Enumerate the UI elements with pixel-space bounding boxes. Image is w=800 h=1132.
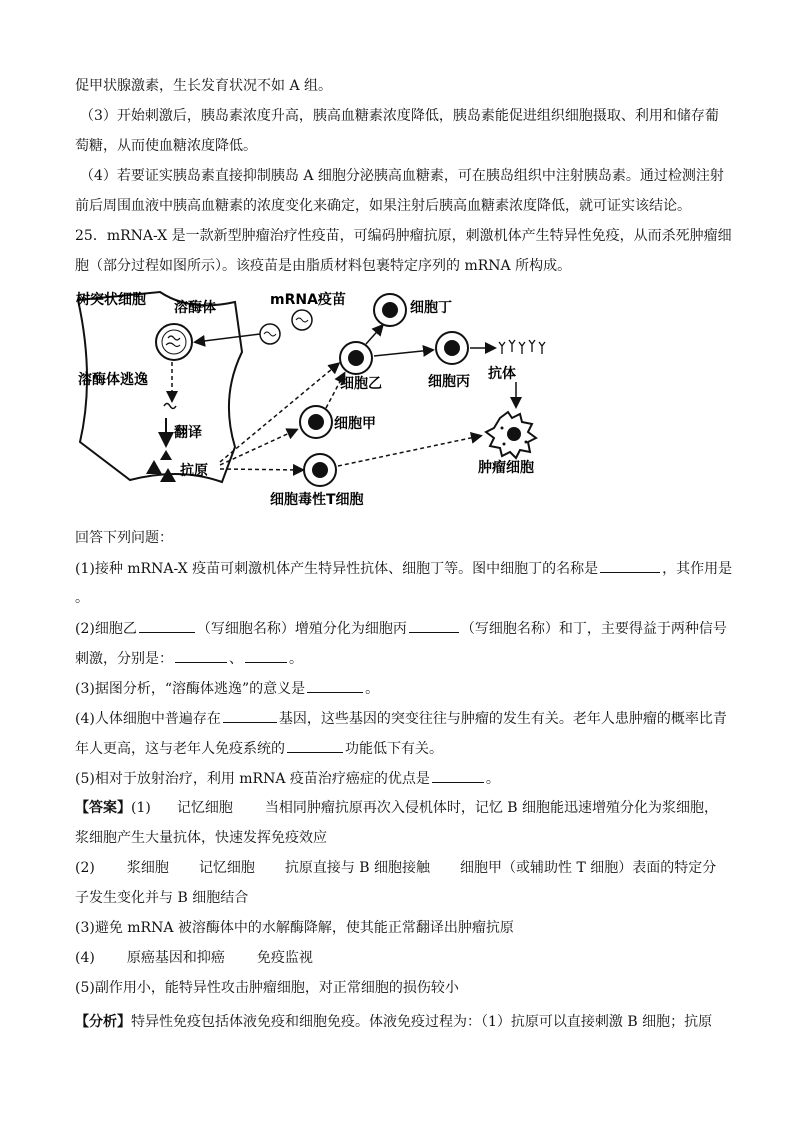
analysis-label: 【分析】 (75, 1014, 131, 1030)
antigen-triangle-1 (146, 460, 162, 474)
label-lysosome: 溶酶体 (174, 300, 216, 316)
question-4-line-2: 年人更高，这与老年人免疫系统的 功能低下有关。 (75, 738, 735, 759)
answer-blank[interactable] (175, 648, 227, 663)
label-tumor-cell: 肿瘤细胞 (478, 460, 534, 476)
label-cell-bing: 细胞丙 (428, 374, 470, 390)
text-line-4: （4）若要证实胰岛素直接抑制胰岛 A 细胞分泌胰高血糖素，可在胰岛组织中注射胰岛素。通过检测注射 (80, 168, 724, 184)
answer-blank[interactable] (223, 708, 277, 723)
label-antibody: 抗体 (488, 366, 516, 382)
analysis-line: 【分析】特异性免疫包括体液免疫和细胞免疫。体液免疫过程为：（1）抗原可以直接刺激 B 细胞；抗原 (75, 1014, 713, 1030)
question-5-line: (5)相对于放射治疗，利用 mRNA 疫苗治疗癌症的优点是 。 (75, 768, 735, 789)
label-translation: 翻译 (174, 425, 202, 441)
immune-diagram (70, 282, 570, 512)
answer-line-1: 【答案】(1) 记忆细胞 当相同肿瘤抗原再次入侵机体时，记忆 B 细胞能迅速增殖分化为浆细胞， (75, 800, 719, 816)
text-line-5: 前后周围血液中胰高血糖素的浓度变化来确定，如果注射后胰高血糖素浓度降低，就可证实该结论。 (75, 198, 691, 214)
label-cell-ding: 细胞丁 (410, 300, 452, 316)
antigen-triangle-3 (160, 450, 172, 460)
label-cell-yi: 细胞乙 (340, 376, 382, 392)
label-cell-jia: 细胞甲 (334, 416, 376, 432)
question-3-line: (3)据图分析，“溶酶体逃逸”的意义是 。 (75, 678, 735, 699)
answer-blank[interactable] (409, 618, 459, 633)
label-antigen: 抗原 (180, 463, 208, 479)
label-cytotoxic-t-cell: 细胞毒性T细胞 (270, 492, 364, 508)
answer-line-2: 浆细胞产生大量抗体，快速发挥免疫效应 (75, 830, 327, 846)
label-mrna-vaccine: mRNA疫苗 (270, 292, 346, 308)
question-1-end: 。 (75, 590, 89, 606)
answer-blank[interactable] (432, 768, 484, 783)
label-lysosome-escape: 溶酶体逃逸 (78, 372, 148, 388)
answer-line-5: (3)避免 mRNA 被溶酶体中的水解酶降解，使其能正常翻译出肿瘤抗原 (75, 920, 514, 936)
question-2-line-1: (2)细胞乙 （写细胞名称）增殖分化为细胞丙 （写细胞名称）和丁，主要得益于两种信号 (75, 618, 735, 639)
answer-line-4: 子发生变化并与 B 细胞结合 (75, 890, 249, 906)
answer-blank[interactable] (245, 648, 287, 663)
question-25-line-1: 25．mRNA-X 是一款新型肿瘤治疗性疫苗，可编码肿瘤抗原，刺激机体产生特异性免疫，从而杀死肿瘤细 (75, 228, 732, 244)
answer-blank[interactable] (287, 738, 343, 753)
antibody-icons (499, 340, 545, 354)
answer-line-3: (2) 浆细胞 记忆细胞 抗原直接与 B 细胞接触 细胞甲（或辅助性 T 细胞）表面的特定分 (75, 860, 717, 876)
text-line-2: （3）开始刺激后，胰岛素浓度升高，胰高血糖素浓度降低，胰岛素能促进组织细胞摄取、利用和储存葡 (80, 108, 719, 124)
label-dendritic-cell: 树突状细胞 (76, 292, 146, 308)
answer-blank[interactable] (600, 558, 660, 573)
question-4-line-1: (4)人体细胞中普遍存在 基因，这些基因的突变往往与肿瘤的发生有关。老年人患肿瘤的概率比青 (75, 708, 735, 729)
text-line-1: 促甲状腺激素，生长发育状况不如 A 组。 (75, 78, 333, 94)
answer-line-6: (4) 原癌基因和抑癌 免疫监视 (75, 950, 313, 966)
question-25-line-2: 胞（部分过程如图所示）。该疫苗是由脂质材料包裹特定序列的 mRNA 所构成。 (75, 258, 572, 274)
answer-label: 【答案】 (75, 800, 131, 816)
lysosome-shape (156, 324, 192, 360)
questions-intro: 回答下列问题： (75, 530, 173, 546)
answer-blank[interactable] (307, 678, 363, 693)
answer-blank[interactable] (139, 618, 195, 633)
text-line-3: 萄糖，从而使血糖浓度降低。 (75, 138, 257, 154)
question-1-line: (1)接种 mRNA-X 疫苗可刺激机体产生特异性抗体、细胞丁等。图中细胞丁的名称是 ，其作用是 (75, 558, 735, 579)
question-2-line-2: 刺激，分别是： 、 。 (75, 648, 735, 669)
answer-line-7: (5)副作用小，能特异性攻击肿瘤细胞，对正常细胞的损伤较小 (75, 980, 459, 996)
